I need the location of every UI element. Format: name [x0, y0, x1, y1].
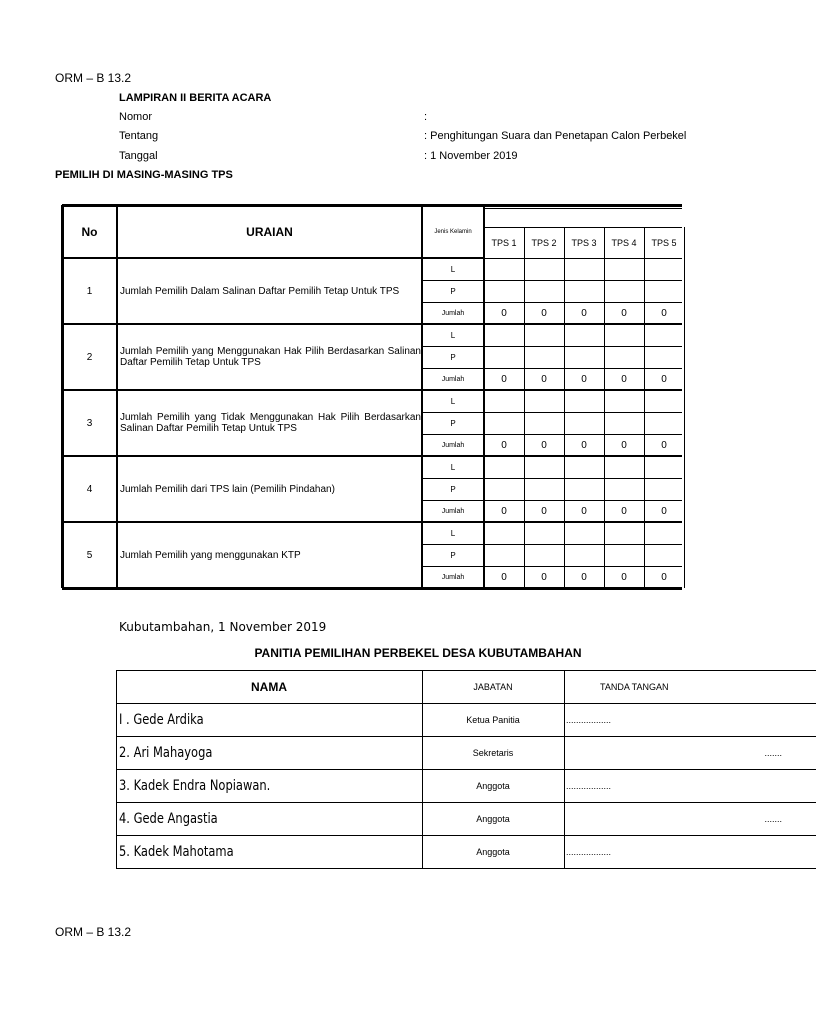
total-cell: 0	[501, 439, 507, 451]
total-cell: 0	[661, 505, 667, 517]
meta-value-nomor: :	[424, 111, 428, 123]
gender-label: L	[450, 330, 456, 340]
sig-position: Ketua Panitia	[466, 714, 520, 725]
total-cell: 0	[581, 571, 587, 583]
gender-label: Jumlah	[441, 309, 465, 317]
sig-header-ttd: TANDA TANGAN	[600, 681, 669, 692]
sig-signature-line: ..................	[566, 714, 612, 725]
row-number: 4	[86, 483, 93, 495]
total-cell: 0	[541, 307, 547, 319]
total-cell: 0	[661, 571, 667, 583]
sig-name: 5. Kadek Mahotama	[119, 843, 234, 860]
total-cell: 0	[541, 373, 547, 385]
row-number: 2	[86, 351, 93, 363]
place-date: Kubutambahan, 1 November 2019	[119, 620, 327, 634]
sig-name: 4. Gede Angastia	[119, 810, 218, 827]
gender-label: Jumlah	[441, 441, 465, 449]
attachment-title: LAMPIRAN II BERITA ACARA	[119, 92, 272, 104]
total-cell: 0	[581, 373, 587, 385]
total-cell: 0	[661, 307, 667, 319]
gender-label: P	[450, 550, 456, 560]
total-cell: 0	[621, 307, 627, 319]
meta-label-nomor: Nomor	[119, 111, 153, 123]
committee-title: PANITIA PEMILIHAN PERBEKEL DESA KUBUTAMBAHAN	[254, 646, 582, 660]
gender-label: L	[450, 528, 456, 538]
row-description-text: Jumlah Pemilih yang menggunakan KTP	[120, 549, 301, 561]
gender-label: P	[450, 484, 456, 494]
sig-signature-line: .......	[764, 747, 782, 758]
meta-value-tentang: : Penghitungan Suara dan Penetapan Calon Perbekel	[424, 130, 687, 142]
gender-label: L	[450, 396, 456, 406]
row-description	[120, 522, 421, 588]
total-cell: 0	[541, 571, 547, 583]
sig-header-jabatan: JABATAN	[473, 681, 513, 692]
sig-position: Anggota	[476, 846, 510, 857]
sig-position: Anggota	[476, 780, 510, 791]
col-header-uraian: URAIAN	[246, 224, 293, 239]
total-cell: 0	[501, 571, 507, 583]
col-header-tps-4: TPS 4	[611, 237, 637, 248]
meta-value-tanggal: : 1 November 2019	[424, 150, 518, 162]
col-header-tps-2: TPS 2	[531, 237, 557, 248]
sig-name: 2. Ari Mahayoga	[119, 744, 213, 761]
row-description-text: Jumlah Pemilih yang Tidak Menggunakan Hak Pilih Berdasarkan Salinan Daftar Pemilih Tetap Untuk TPS	[120, 412, 421, 434]
gender-label: P	[450, 286, 456, 296]
form-code: ORM – B 13.2	[55, 71, 132, 85]
gender-label: Jumlah	[441, 507, 465, 515]
row-description-text: Jumlah Pemilih Dalam Salinan Daftar Pemilih Tetap Untuk TPS	[120, 285, 400, 297]
row-number: 5	[86, 549, 93, 561]
total-cell: 0	[501, 307, 507, 319]
col-header-tps-3: TPS 3	[571, 237, 597, 248]
sig-signature-line: ..................	[566, 846, 612, 857]
total-cell: 0	[541, 439, 547, 451]
col-header-jenis-kelamin: Jenis Kelamin	[434, 228, 472, 235]
meta-label-tanggal: Tanggal	[119, 150, 158, 162]
total-cell: 0	[621, 571, 627, 583]
sig-position: Anggota	[476, 813, 510, 824]
total-cell: 0	[661, 373, 667, 385]
row-number: 1	[86, 285, 93, 297]
total-cell: 0	[541, 505, 547, 517]
meta-label-tentang: Tentang	[119, 130, 159, 142]
sig-signature-line: ..................	[566, 780, 612, 791]
row-number: 3	[86, 417, 93, 429]
total-cell: 0	[621, 505, 627, 517]
sig-name: I . Gede Ardika	[119, 711, 204, 728]
row-description	[120, 258, 421, 324]
sig-name: 3. Kadek Endra Nopiawan.	[119, 777, 271, 794]
total-cell: 0	[661, 439, 667, 451]
total-cell: 0	[501, 505, 507, 517]
row-description	[120, 324, 421, 390]
total-cell: 0	[581, 439, 587, 451]
total-cell: 0	[621, 439, 627, 451]
signature-table	[116, 670, 782, 870]
sig-position: Sekretaris	[472, 747, 514, 758]
total-cell: 0	[581, 307, 587, 319]
row-description-text: Jumlah Pemilih yang Menggunakan Hak Pilih Berdasarkan Salinan Daftar Pemilih Tetap Untuk TPS	[120, 346, 421, 368]
sig-signature-line: .......	[764, 813, 782, 824]
gender-label: Jumlah	[441, 573, 465, 581]
section-title: PEMILIH DI MASING-MASING TPS	[55, 169, 233, 181]
sig-header-nama: NAMA	[251, 679, 287, 694]
total-cell: 0	[621, 373, 627, 385]
total-cell: 0	[501, 373, 507, 385]
total-cell: 0	[581, 505, 587, 517]
gender-label: P	[450, 418, 456, 428]
col-header-no: No	[81, 224, 98, 239]
gender-label: L	[450, 462, 456, 472]
voter-table	[62, 205, 702, 595]
gender-label: Jumlah	[441, 375, 465, 383]
row-description-text: Jumlah Pemilih dari TPS lain (Pemilih Pindahan)	[120, 483, 335, 495]
row-description	[120, 390, 421, 456]
gender-label: P	[450, 352, 456, 362]
gender-label: L	[450, 264, 456, 274]
form-code-bottom: ORM – B 13.2	[55, 925, 132, 939]
row-description	[120, 456, 421, 522]
col-header-tps-1: TPS 1	[491, 237, 517, 248]
col-header-tps-5: TPS 5	[651, 237, 677, 248]
